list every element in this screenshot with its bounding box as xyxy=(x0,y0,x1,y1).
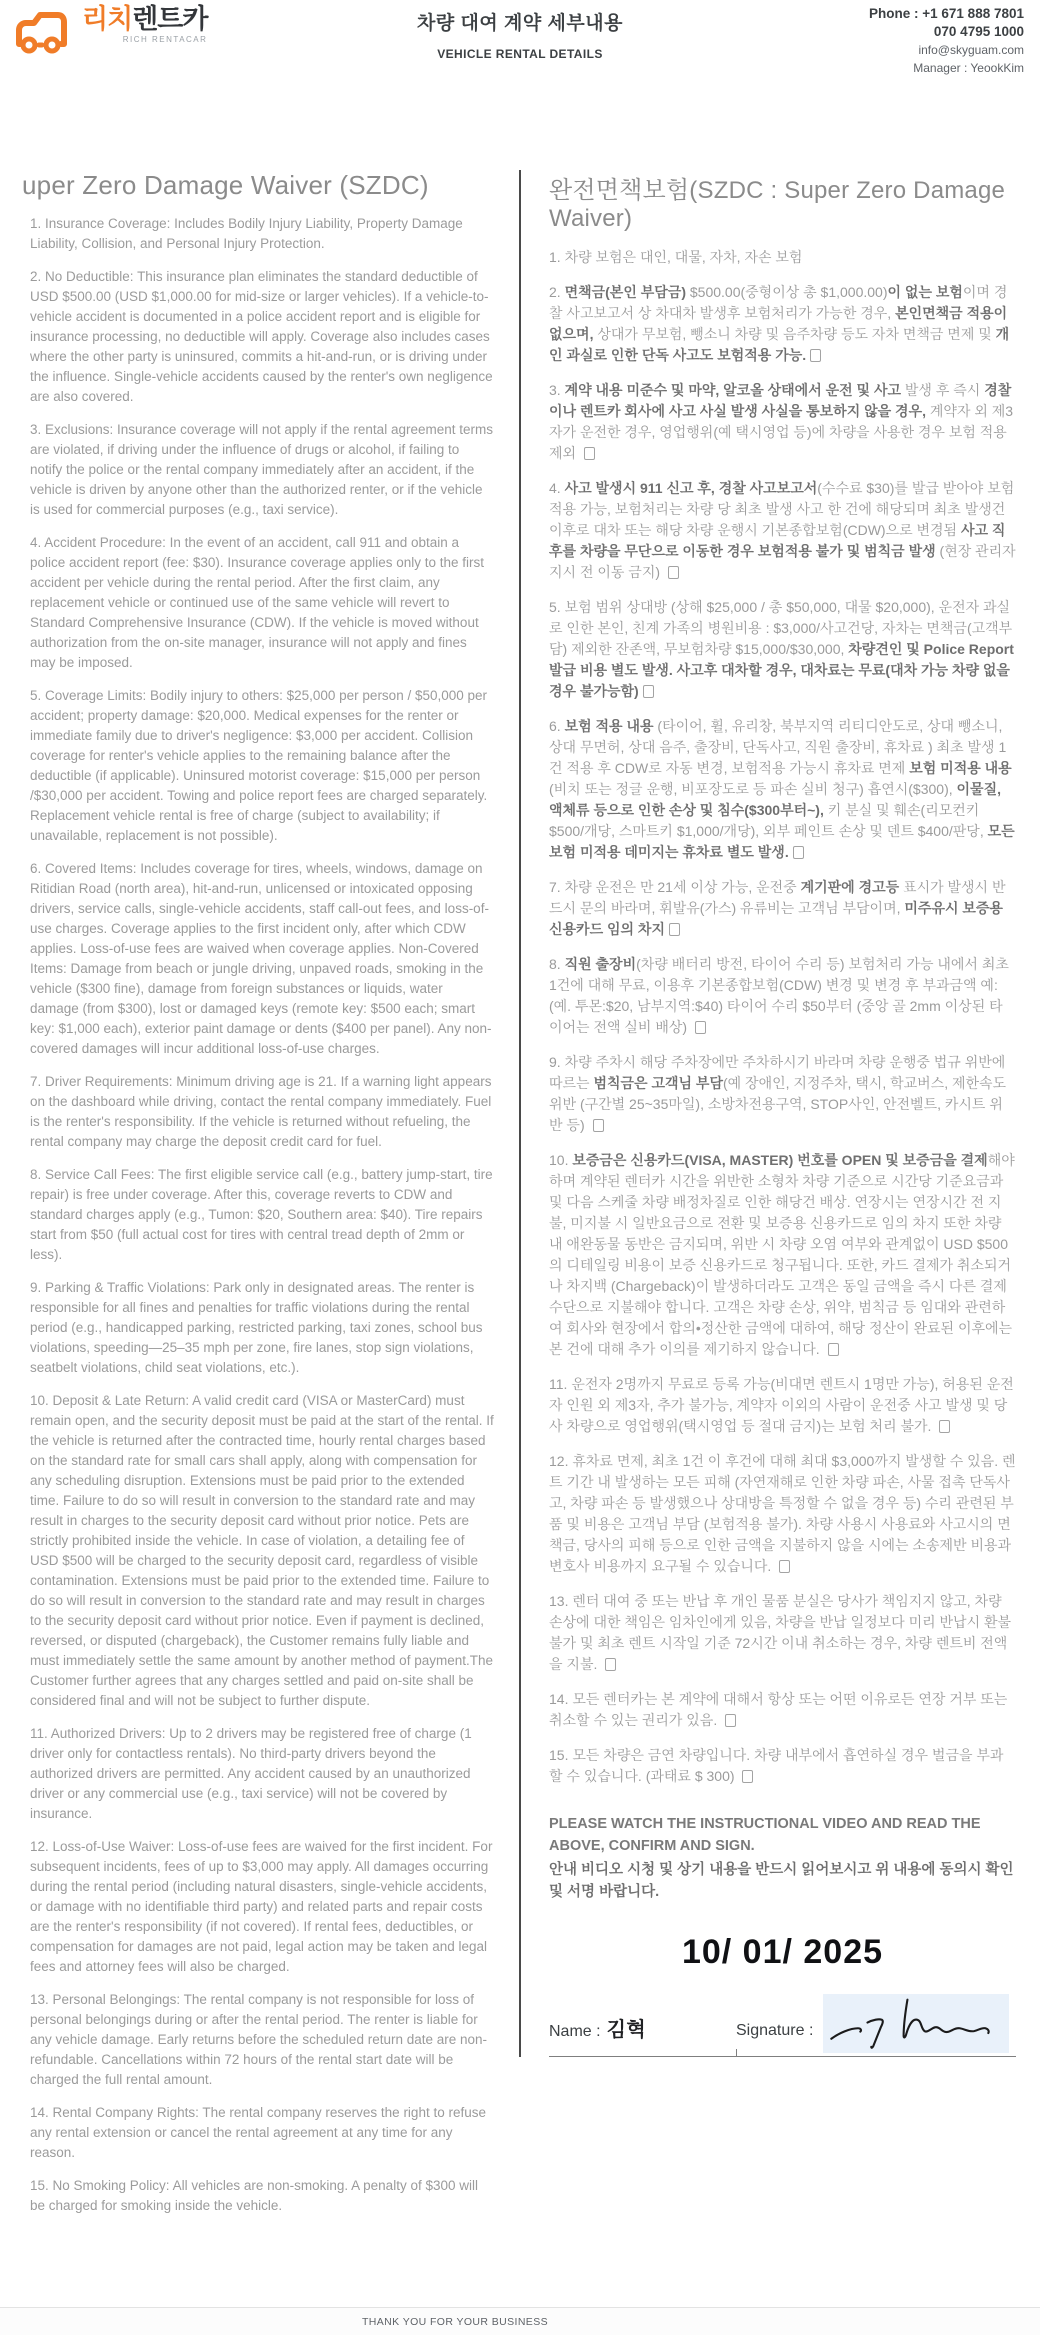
terms-paragraph: 13. Personal Belongings: The rental company is not responsible for loss of personal belongings during or after the rental period. The renter is liable for any vehicle damage. Early returns before the scheduled return date are non-refundable. Cancellations within 72 hours of the rental start date will be charged the full rental amount. xyxy=(30,1992,488,2087)
text-segment: 차량견인 및 Police Report 발급 비용 별도 발생. 사고후 대차할 경우, 대차료는 무료(대차 가능 차량 없을 경우 불가능함) xyxy=(549,641,1014,699)
text-segment: 범칙금은 고객님 부담 xyxy=(593,1075,723,1091)
header xyxy=(0,0,1040,80)
text-segment: 8. xyxy=(549,956,565,972)
signature-pad[interactable] xyxy=(823,1994,1009,2053)
text-segment: 7. 차량 운전은 만 21세 이상 가능, 운전중 xyxy=(549,879,801,895)
checkbox-icon[interactable] xyxy=(828,1343,839,1356)
text-segment: 사고 직후를 차량을 무단으로 이동한 경우 보험적용 불가 및 범칙금 발생 xyxy=(549,522,1006,559)
terms-item xyxy=(549,1451,1016,1577)
text-segment: 15. 모든 차량은 금연 차량입니다. 차량 내부에서 흡연하실 경우 벌금을 부과할 수 있습니다. (과태료 $ 300) xyxy=(549,1747,1004,1784)
text-segment: 6. xyxy=(549,718,565,734)
phone-number-1: Phone : +1 671 888 7801 xyxy=(869,6,1024,21)
text-segment: 11. 운전자 2명까지 무료로 등록 가능(비대면 렌트시 1명만 가능), 허용된 운전자 인원 외 제3자, 추가 불가능, 계약자 이외의 사람이 운전중 사고 발생 및 당사 차량으로 영업행위(택시영업 등 절대 금지)는 보험 처리 불가. xyxy=(549,1376,1014,1434)
text-segment: 2. xyxy=(549,284,565,300)
manager-name: Manager : YeookKim xyxy=(913,61,1024,75)
text-segment: 면책금(본인 부담금) xyxy=(564,284,686,300)
terms-paragraph: 6. Covered Items: Includes coverage for tires, wheels, windows, damage on Ritidian Road (north area), hit-and-run, unlicensed or intoxicated opposing drivers, service calls, single-vehicle accidents, staff call-out fees, and loss-of-use charges. Coverage applies to the first incident only, after which CDW applies. Loss-of-use fees are waived when coverage applies. Non-Covered Items: Damage from beach or jungle driving, unpaved roads, smoking in the vehicle ($300 fine), damage from foreign substances or liquids, water damage (from $300), lost or damaged keys (remote key: $500 each; smart key: $1,000 each), exterior paint damage or dents ($400 per panel). Any non-covered damages will incur additional loss-of-use charges. xyxy=(30,861,492,1056)
text-segment: 13. 렌터 대여 중 또는 반납 후 개인 물품 분실은 당사가 책임지지 않고, 차량 손상에 대한 책임은 임차인에게 있음, 차량을 반납 일정보다 미리 반납시 환불 불가 및 최초 렌트 시작일 기준 72시간 이내 취소하는 경우, 차량 렌트비 전액을 지불. xyxy=(549,1593,1012,1672)
confirmation-notice xyxy=(549,1813,1016,1903)
text-segment: 9. 차량 주차시 해당 주차장에만 주차하시기 바라며 차량 운행중 법규 위반에 따르는 xyxy=(549,1054,1006,1091)
text-segment: $500.00(중형이상 총 $1,000.00) xyxy=(685,284,888,300)
signature-label: Signature : xyxy=(736,2022,814,2039)
text-segment: 3. xyxy=(549,382,565,398)
terms-paragraph: 9. Parking & Traffic Violations: Park only in designated areas. The renter is responsible for all fines and penalties for traffic violations during the rental period (e.g., handicapped parking, restricted parking, taxi zones, school bus violations, speeding—25–35 mph per zone, fire lanes, stop sign violations, seatbelt violations, child seat violations, etc.). xyxy=(30,1280,483,1375)
document-title-korean: 차량 대여 계약 세부내용 xyxy=(417,13,623,34)
terms-item xyxy=(549,1374,1016,1437)
text-segment: (예 장애인, 지정주차, 택시, 학교버스, 제한속도위반 (구간별 25~35마일), 소방차전용구역, STOP사인, 안전벨트, 카시트 위반 등) xyxy=(549,1075,1007,1133)
footer-text: THANK YOU FOR YOUR BUSINESS xyxy=(361,2316,549,2328)
korean-terms-title: 완전면책보험(SZDC : Super Zero Damage Waiver) xyxy=(549,177,1006,232)
signature-row xyxy=(549,1994,1016,2057)
korean-terms-column xyxy=(519,170,1016,2057)
text-segment: 4. xyxy=(549,480,565,496)
terms-item xyxy=(549,716,1016,863)
terms-paragraph: 3. Exclusions: Insurance coverage will not apply if the rental agreement terms are violated, if driving under the influence of drugs or alcohol, if failing to notify the police or the rental company immediately after an accident, if the vehicle is driven by anyone other than the authorized renter, or if the vehicle is used for commercial purposes (e.g., taxi service). xyxy=(30,422,493,517)
terms-item xyxy=(549,1150,1016,1360)
terms-paragraph: 4. Accident Procedure: In the event of an accident, call 911 and obtain a police accident report (fee: $30). Insurance coverage applies only to the first accident per vehicle during the rental period. After the first claim, any replacement vehicle or continued use of the same vehicle will revert to Standard Comprehensive Insurance (CDW). If the vehicle is moved without authorization from the on-site manager, insurance will not apply and fines may be imposed. xyxy=(30,535,485,670)
text-segment: 보험 미적용 내용 xyxy=(909,760,1012,776)
terms-paragraph: 14. Rental Company Rights: The rental company reserves the right to refuse any rental extension or cancel the rental agreement at any time for any reason. xyxy=(30,2105,486,2160)
logo-korean-dark: 렌트카 xyxy=(132,4,208,34)
notice-korean: 안내 비디오 시청 및 상기 내용을 반드시 읽어보시고 위 내용에 동의시 확인 및 서명 바랍니다. xyxy=(549,1862,1014,1900)
english-terms-title: uper Zero Damage Waiver (SZDC) xyxy=(22,170,429,200)
checkbox-icon[interactable] xyxy=(939,1420,950,1433)
signature-field xyxy=(736,1994,1016,2057)
notice-english: PLEASE WATCH THE INSTRUCTIONAL VIDEO AND READ THE ABOVE, CONFIRM AND SIGN. xyxy=(549,1816,981,1854)
terms-paragraph: 5. Coverage Limits: Bodily injury to others: $25,000 per person / $50,000 per accident; property damage: $20,000. Medical expenses for the renter or immediate family due to driver's negligence: $3,000 per accident. Collision coverage for renter's vehicle applies to the remaining balance after the deductible (if applicable). Uninsured motorist coverage: $15,000 per person /$30,000 per accident. Towing and police report fees are charged separately. Replacement vehicle rental is free of charge (subject to availability; if unavailable, replacement is not possible). xyxy=(30,688,488,843)
text-segment: 키 분실 및 훼손(리모컨키 $500/개당, 스마트키 $1,000/개당), 외부 페인트 손상 및 덴트 $400/판당, xyxy=(549,802,988,839)
text-segment: (현장 관리자 지시 전 이동 금지) xyxy=(549,543,1016,580)
text-segment: 미주유시 보증용 신용카드 임의 차지 xyxy=(549,900,1003,937)
text-segment: 12. 휴차료 면제, 최초 1건 이 후건에 대해 최대 $3,000까지 발생할 수 있음. 렌트 기간 내 발생하는 모든 피해 (자연재해로 인한 차량 파손, 사물 접촉 단독사고, 차량 파손 등 발생했으나 상대방을 특정할 수 없을 경우 등) 수리 관련된 부품 및 비용은 고객님 부담 (보험적용 불가). 차량 사용시 사용료와 사고시의 면책금, 당사의 피해 등으로 인한 금액을 지불하지 않을 시에는 소송제반 비용과 변호사 비용까지 요구될 수 있습니다. xyxy=(549,1453,1016,1574)
logo-korean-orange: 리치 xyxy=(82,4,133,34)
terms-item xyxy=(549,1591,1016,1675)
checkbox-icon[interactable] xyxy=(593,1119,604,1132)
terms-paragraph: 1. Insurance Coverage: Includes Bodily Injury Liability, Property Damage Liability, Collision, and Personal Injury Protection. xyxy=(30,216,463,251)
terms-item xyxy=(549,380,1016,464)
text-segment: 경찰이나 렌트카 회사에 사고 사실 발생 사실을 통보하지 않을 경우, xyxy=(549,382,1012,419)
terms-item xyxy=(549,282,1016,366)
text-segment: 10. xyxy=(549,1152,573,1168)
terms-paragraph: 12. Loss-of-Use Waiver: Loss-of-use fees are waived for the first incident. For subsequent incidents, fees of up to $3,000 may apply. All damages occurring during the rental period (including natural disasters, single-vehicle accidents, or damage with no identifiable third party) and related parts and repair costs are the renter's responsibility (if not covered). If rental fees, deductibles, or compensation for damages are not paid, legal action may be taken and legal fees and attorney fees will also be charged. xyxy=(30,1839,493,1974)
text-segment: 5. 보험 범위 상대방 (상해 $25,000 / 총 $50,000, 대물 $20,000), 운전자 과실로 인한 본인, 친계 가족의 병원비용 : $3,000/사고건당, 자차는 면책금(고객부담) 제외한 잔존액, 무보험차량 $15,000/$30,000, xyxy=(549,599,1013,657)
text-segment: 계기판에 경고등 xyxy=(800,879,900,895)
text-segment: 직원 출장비 xyxy=(564,956,637,972)
terms-paragraph: 10. Deposit & Late Return: A valid credit card (VISA or MasterCard) must remain open, and the security deposit must be paid at the start of the rental. If the vehicle is returned after the contracted time, hourly rental charges based on the standard rate for small cars shall apply, along with compensation for any scheduling disruption. Extensions must be paid prior to the extended time. Failure to do so will result in conversion to the standard rate and may result in charges to the security deposit card without prior notice. Pets are strictly prohibited inside the vehicle. In case of violation, a detailing fee of USD $500 will be charged to the security deposit card, regardless of visible contamination. Extensions must be paid prior to the extended time. Failure to do so will result in conversion to the standard rate and may result in charges to the security deposit card without prior notice. Even if payment is declined, reversed, or disputed (chargeback), the Customer remains fully liable and must immediately settle the same amount by another method of payment.The Customer further agrees that any charges settled and paid on-site shall be considered final and will not be subject to further dispute. xyxy=(30,1393,494,1708)
terms-item xyxy=(549,877,1016,940)
text-segment: 이물질, 액체류 등으로 인한 손상 및 침수($300부터~), xyxy=(549,781,1001,818)
footer xyxy=(0,2307,1040,2335)
checkbox-icon[interactable] xyxy=(668,566,679,579)
checkbox-icon[interactable] xyxy=(669,923,680,936)
english-terms-column xyxy=(22,170,494,2216)
checkbox-icon[interactable] xyxy=(810,349,821,362)
text-segment: 보증금은 신용카드(VISA, MASTER) 번호를 OPEN 및 보증금을 결제 xyxy=(572,1152,988,1168)
text-segment: 이 없는 보험 xyxy=(887,284,963,300)
text-segment: (비치 또는 정글 운행, 비포장도로 등 파손 실비 청구) 흡연시($300), xyxy=(549,781,957,797)
terms-item xyxy=(549,247,1016,268)
logo-subtitle: RICH RENTACAR xyxy=(122,35,208,44)
checkbox-icon[interactable] xyxy=(605,1658,616,1671)
text-segment: 계약자 외 제3자가 운전한 경우, 영업행위(예 택시영업 등)에 차량을 사용한 경우 보험 적용 제외 xyxy=(549,403,1014,461)
checkbox-icon[interactable] xyxy=(725,1714,736,1727)
terms-item xyxy=(549,597,1016,702)
phone-number-2: 070 4795 1000 xyxy=(933,24,1024,39)
terms-paragraph: 2. No Deductible: This insurance plan eliminates the standard deductible of USD $500.00 (USD $1,000.00 for mid-size or larger vehicles). If a vehicle-to-vehicle accident is documented in a police accident report and is eligible for insurance processing, no deductible will apply. Coverage also includes cases where the other party is uninsured, commits a hit-and-run, or is driving under the influence. Single-vehicle accidents caused by the renter's own negligence are also covered. xyxy=(30,269,493,404)
name-value: 김혁 xyxy=(606,2019,647,2041)
terms-paragraph: 8. Service Call Fees: The first eligible service call (e.g., battery jump-start, tire repair) is free under coverage. After this, coverage reverts to CDW and standard charges apply (e.g., Tumon: $20, Southern area: $40). Tire repairs start from $50 (full actual cost for tires with central tread depth of 2mm or less). xyxy=(30,1167,493,1262)
terms-item xyxy=(549,1052,1016,1136)
text-segment: 표시가 발생시 반드시 문의 바라며, 휘발유(가스) 유류비는 고객님 부담이며, xyxy=(549,879,1006,916)
text-segment: 상대가 무보험, 뺑소니 차량 및 음주차량 등도 자차 면책금 면제 및 xyxy=(593,326,996,342)
text-segment: 보험 적용 내용 xyxy=(564,718,654,734)
checkbox-icon[interactable] xyxy=(584,447,595,460)
text-segment: 발생 후 즉시 xyxy=(901,382,985,398)
checkbox-icon[interactable] xyxy=(779,1560,790,1573)
checkbox-icon[interactable] xyxy=(793,846,804,859)
field-separator-tick xyxy=(736,2049,737,2057)
checkbox-icon[interactable] xyxy=(695,1021,706,1034)
name-label: Name : xyxy=(549,2023,601,2040)
checkbox-icon[interactable] xyxy=(742,1770,753,1783)
text-segment: 1. 차량 보험은 대인, 대물, 자차, 자손 보험 xyxy=(549,249,803,265)
contract-date: 10/ 01/ 2025 xyxy=(681,1933,884,1971)
text-segment: 계약 내용 미준수 및 마약, 알코올 상태에서 운전 및 사고 xyxy=(564,382,902,398)
text-segment: 사고 발생시 911 신고 후, 경찰 사고보고서 xyxy=(564,480,818,496)
contact-info xyxy=(869,5,1024,77)
terms-item xyxy=(549,1689,1016,1731)
text-segment: 이며 경찰 사고보고서 상 차대차 발생후 보험처리가 가능한 경우, xyxy=(549,284,1008,321)
checkbox-icon[interactable] xyxy=(643,685,654,698)
terms-paragraph: 11. Authorized Drivers: Up to 2 drivers may be registered free of charge (1 driver only for contactless rentals). No third-party drivers beyond the authorized drivers are permitted. Any accident caused by an unauthorized driver or any commercial use (e.g., taxi service) will not be covered by insurance. xyxy=(30,1726,472,1821)
terms-item xyxy=(549,954,1016,1038)
document-title-english: VEHICLE RENTAL DETAILS xyxy=(437,47,603,61)
text-segment: (타이어, 휠, 유리창, 북부지역 리티디안도로, 상대 뺑소니, 상대 무면허, 상대 음주, 출장비, 단독사고, 직원 출장비, 휴차료 ) 최초 발생 1건 적용 후 CDW로 자동 변경, 보험적용 가능시 휴차료 면제 xyxy=(549,718,1007,776)
text-segment: (차량 배터리 방전, 타이어 수리 등) 보험처리 가능 내에서 최초 1건에 대해 무료, 이용후 기본종합보험(CDW) 변경 및 변경 후 부과금액 예: (예. 투몬:$20, 남부지역:$40) 타이어 수리 $50부터 (중앙 골 2mm 이상된 타이어는 전액 실비 배상) xyxy=(549,956,1009,1035)
text-segment: 개인 과실로 인한 단독 사고도 보험적용 가능. xyxy=(549,326,1010,363)
email-address: info@skyguam.com xyxy=(918,43,1024,57)
text-segment: 해야 하며 계약된 렌터카 시간을 위반한 소형차 차량 기준으로 시간당 기준요금과 및 다음 스케줄 차량 배정차질로 인한 해당건 배상. 연장시는 연장시간 전 지불, 미지불 시 일반요금으로 전환 및 보증용 신용카드로 임의 차지 또한 차량 내 애완동물 동반은 금지되며, 위반 시 차량 오염 여부와 관계없이 USD $500의 디테일링 비용이 보증 신용카드로 청구됩니다. 또한, 카드 결제가 취소되거나 차지백 (Chargeback)이 발생하더라도 고객은 동일 금액을 즉시 다른 결제수단으로 지불해야 합니다. 고객은 차량 손상, 위약, 범칙금 등 임대와 관련하여 회사와 현장에서 합의•정산한 금액에 대하여, 해당 정산이 완료된 이후에는 본 건에 대해 추가 이의를 제기하지 않습니다. xyxy=(549,1152,1015,1357)
name-field xyxy=(549,2013,736,2057)
terms-item xyxy=(549,478,1016,583)
text-segment: 본인면책금 적용이 없으며, xyxy=(549,305,1008,342)
terms-paragraph: 7. Driver Requirements: Minimum driving age is 21. If a warning light appears on the dashboard while driving, contact the rental company immediately. Fuel is the renter's responsibility. If the vehicle is returned without refueling, the rental company may charge the deposit credit card for fuel. xyxy=(30,1074,492,1149)
text-segment: 모든 보험 미적용 데미지는 휴차료 별도 발생. xyxy=(549,823,1015,860)
text-segment: 14. 모든 렌터카는 본 계약에 대해서 항상 또는 어떤 이유로든 연장 거부 또는 취소할 수 있는 권리가 있음. xyxy=(549,1691,1008,1728)
terms-paragraph: 15. No Smoking Policy: All vehicles are non-smoking. A penalty of $300 will be charged for smoking inside the vehicle. xyxy=(30,2178,478,2213)
signature-image xyxy=(823,1994,1009,2053)
text-segment: (수수료 $30)를 발급 받아야 보험 적용 가능, 보험처리는 차량 당 최초 발생 사고 한 건에 해당되며 최초 발생건 이후로 대차 또는 해당 차량 운행시 기본종합보험(CDW)으로 변경됨 xyxy=(549,480,1015,538)
terms-item xyxy=(549,1745,1016,1787)
